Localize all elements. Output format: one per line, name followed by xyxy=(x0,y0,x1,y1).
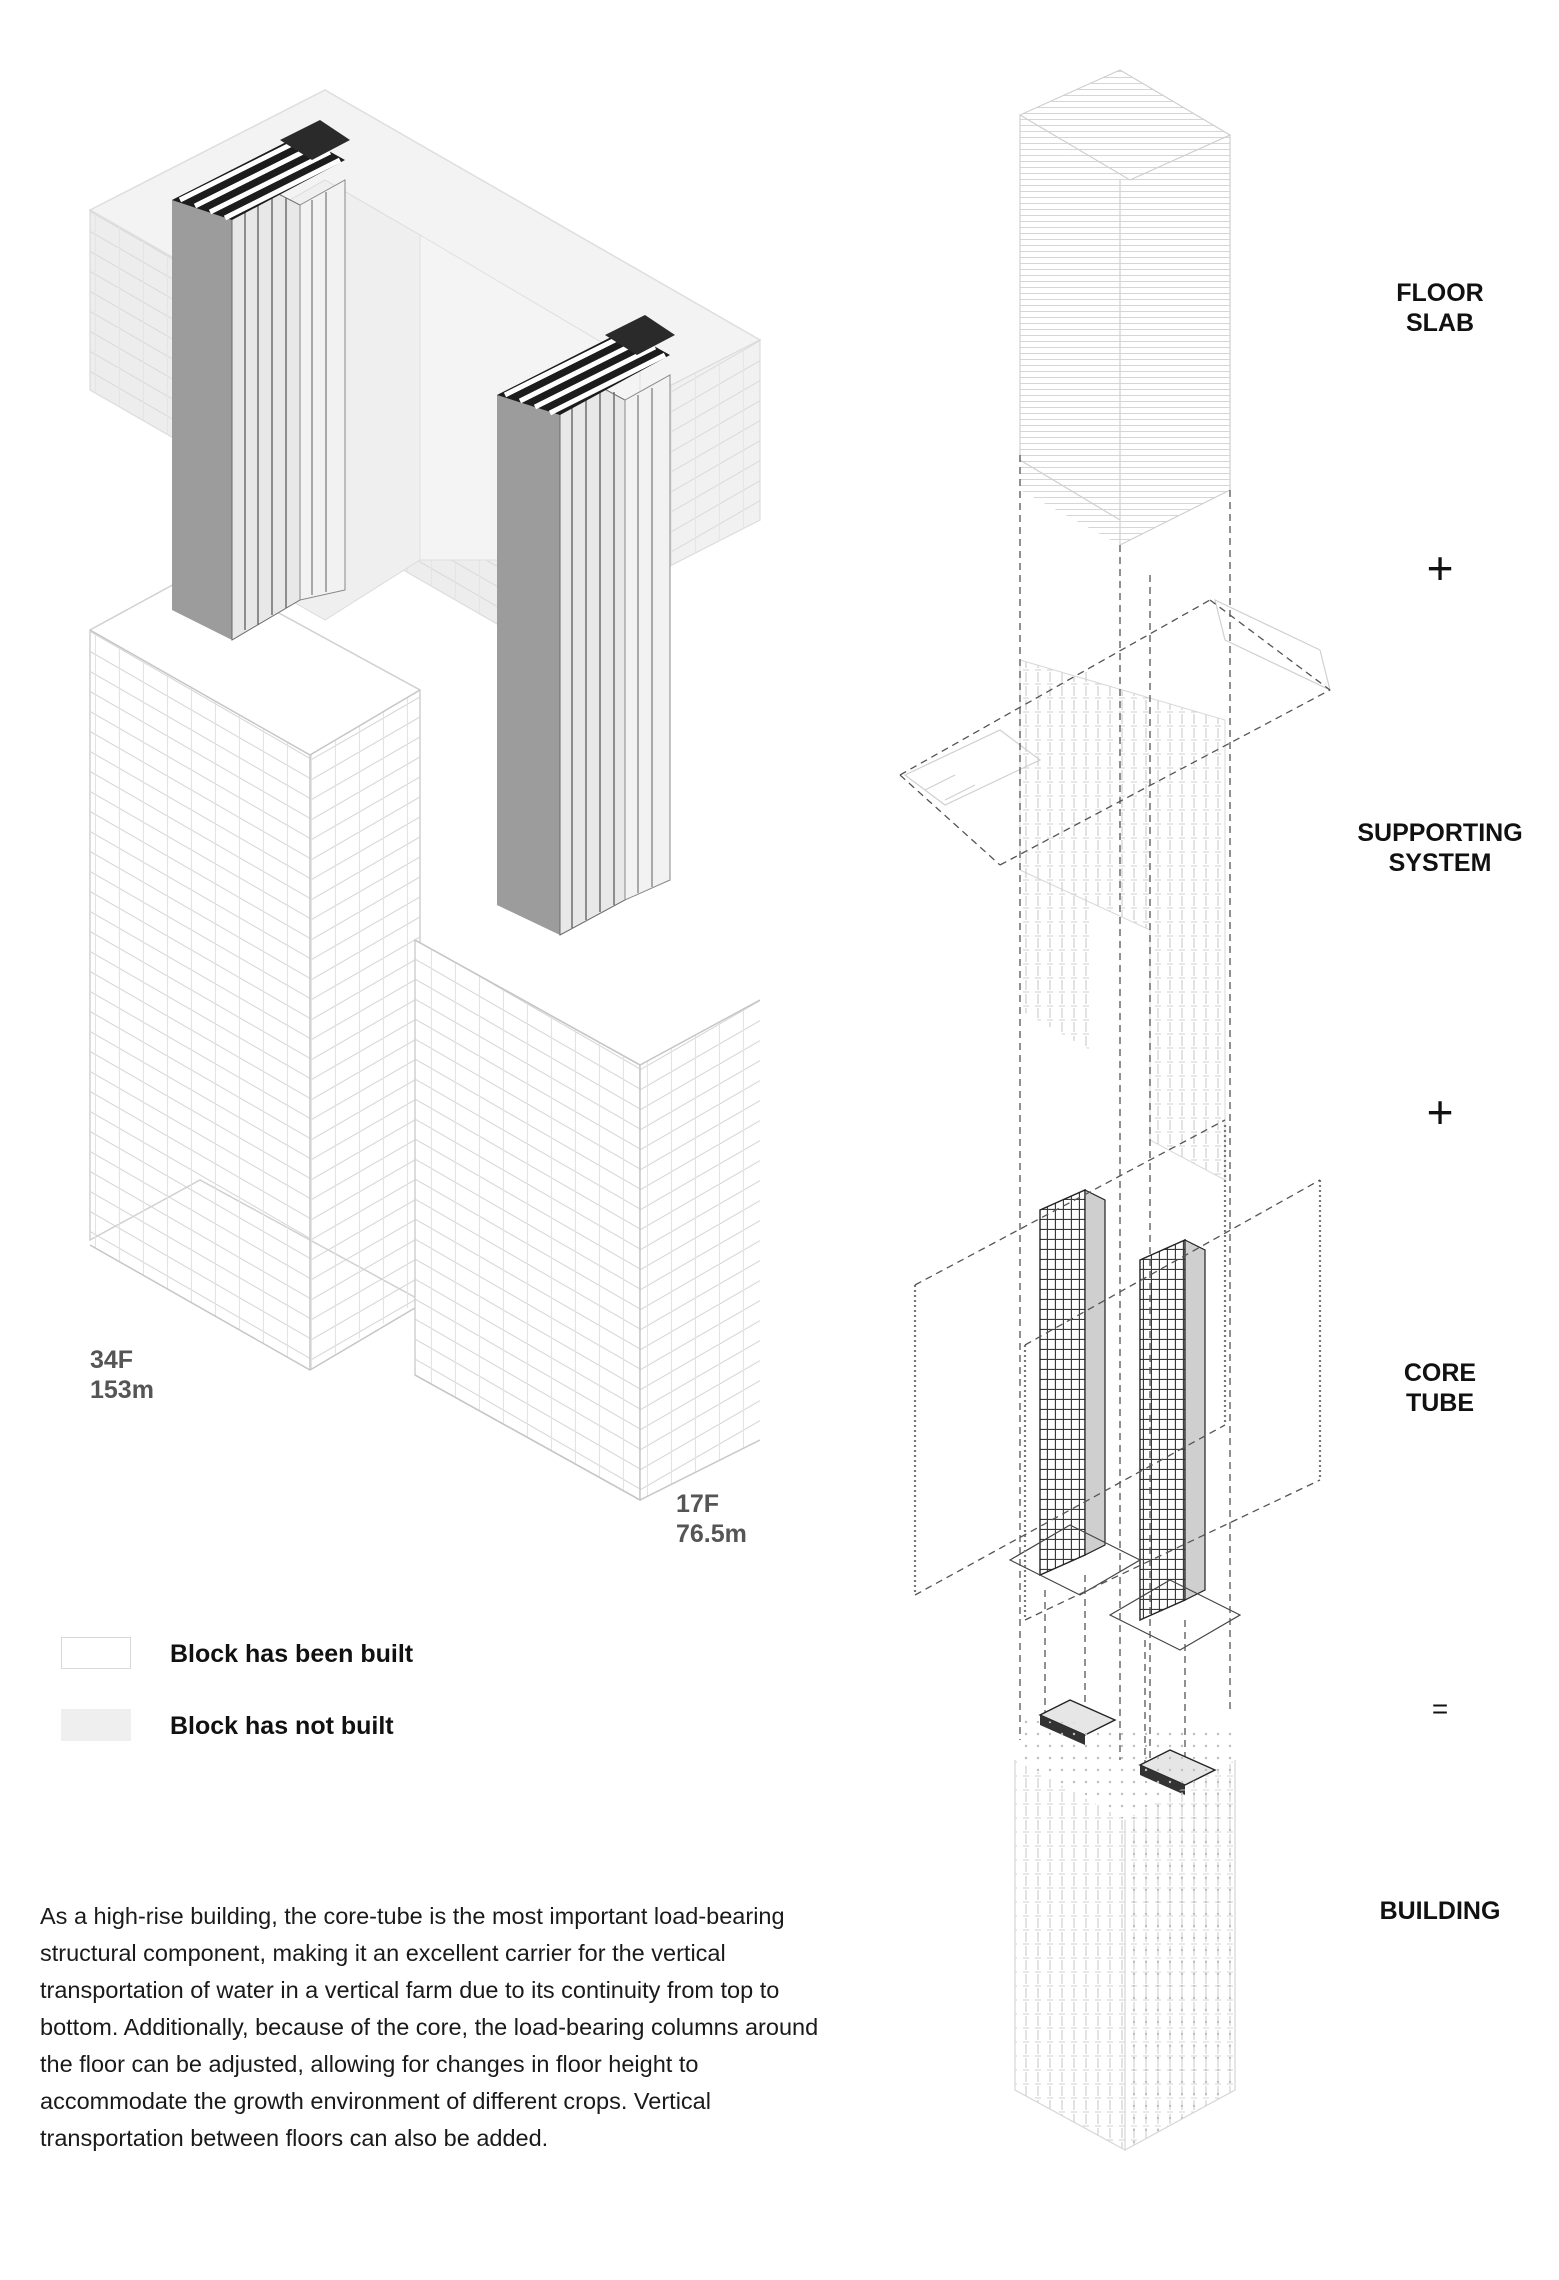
operator-plus-2: + xyxy=(1426,1086,1454,1138)
label-supporting-system xyxy=(1330,818,1550,878)
supporting-system-line2: SYSTEM xyxy=(1388,849,1492,877)
short-tower-height: 76.5m xyxy=(676,1520,747,1548)
building-line1: BUILDING xyxy=(1379,1897,1501,1925)
legend-label-built: Block has been built xyxy=(170,1640,414,1668)
short-tower-built xyxy=(415,940,760,1500)
legend-swatch-built xyxy=(61,1637,131,1669)
label-building xyxy=(1330,1896,1550,1926)
legend-swatch-unbuilt xyxy=(61,1709,131,1741)
supporting-system-line1: SUPPORTING xyxy=(1357,819,1523,847)
description-paragraph: As a high-rise building, the core-tube is the most important load-bearing structural component, making it an excellent carrier for the vertical transportation of water in a vertical farm due to its continuity from top to bottom. Additionally, because of the core, the load-bearing columns around the floor can be adjusted, allowing for changes in floor height to accommodate the growth environment of different crops. Vertical transportation between floors can also be added. xyxy=(40,1903,819,2151)
operator-plus-1: + xyxy=(1426,542,1454,594)
label-core-tube xyxy=(1330,1358,1550,1418)
core-tube-line1: CORE xyxy=(1403,1359,1477,1387)
label-floor-slab xyxy=(1330,278,1550,338)
tall-tower-built xyxy=(90,570,420,1370)
floor-slab-layer xyxy=(1020,70,1230,545)
exploded-axonometric xyxy=(900,70,1330,2150)
tall-tower-height: 153m xyxy=(90,1376,154,1404)
supporting-system-layer xyxy=(900,600,1330,1180)
floor-slab-line1: FLOOR xyxy=(1396,279,1484,307)
assembled-building xyxy=(1015,1720,1235,2150)
tall-tower-core xyxy=(172,120,350,640)
legend-label-unbuilt: Block has not built xyxy=(170,1712,394,1740)
isometric-building xyxy=(90,90,760,1548)
short-tower-floors: 17F xyxy=(676,1490,720,1518)
core-tube-line2: TUBE xyxy=(1405,1389,1475,1417)
core-tube-layer xyxy=(915,1120,1320,1650)
tall-tower-floors: 34F xyxy=(90,1346,134,1374)
operator-equals: = xyxy=(1431,1693,1449,1724)
short-tower-core xyxy=(497,315,675,935)
floor-slab-line2: SLAB xyxy=(1405,309,1475,337)
